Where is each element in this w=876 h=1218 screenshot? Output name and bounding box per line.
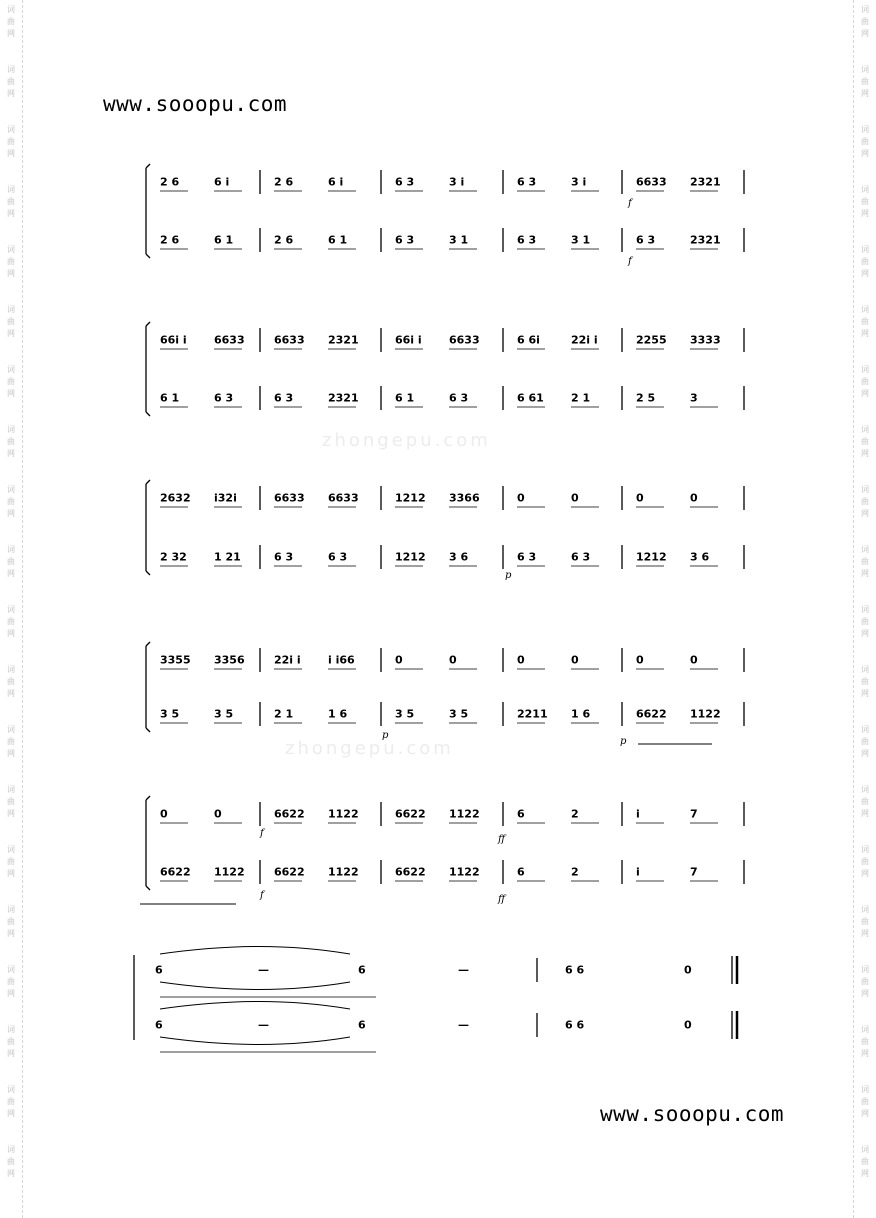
note-group: 0 (395, 653, 403, 667)
side-watermark-char: 词 (861, 425, 869, 434)
side-watermark-char: 词 (861, 1145, 869, 1154)
note-group: 0 (690, 491, 698, 505)
note-group: 1212 (395, 550, 426, 564)
side-watermark-char: 网 (861, 929, 869, 938)
system-brace (146, 254, 150, 258)
note-group: 6633 (449, 333, 480, 347)
side-watermark-char: 曲 (861, 977, 869, 986)
side-watermark-char: 网 (7, 29, 15, 38)
final-note: 6 (155, 1018, 163, 1032)
final-rest: 0 (684, 1018, 692, 1032)
side-watermark-char: 网 (7, 809, 15, 818)
note-group: 1212 (636, 550, 667, 564)
side-watermark-char: 词 (861, 545, 869, 554)
dynamic-mark: p (505, 570, 512, 581)
side-watermark-char: 词 (861, 185, 869, 194)
note-group: 6 3 (395, 233, 415, 247)
note-group: 6633 (214, 333, 245, 347)
side-watermark-char: 词 (861, 65, 869, 74)
note-group: 6 3 (274, 391, 294, 405)
side-watermark-char: 词 (7, 365, 15, 374)
note-group: 1122 (690, 707, 721, 721)
note-group: 6622 (395, 865, 426, 879)
final-rest-dash: — (258, 963, 269, 977)
side-watermark-char: 曲 (7, 677, 15, 686)
note-group: 6633 (274, 491, 305, 505)
note-group: 6622 (274, 865, 305, 879)
side-watermark-char: 网 (861, 1169, 869, 1178)
note-group: 1122 (328, 865, 359, 879)
side-watermark-char: 词 (861, 125, 869, 134)
watermark-url-bottom: www.sooopu.com (600, 1102, 785, 1126)
note-group: 1212 (395, 491, 426, 505)
side-watermark-char: 曲 (861, 377, 869, 386)
ghost-watermark: zhongepu.com (322, 430, 491, 451)
final-note: 6 6 (565, 1018, 585, 1032)
note-group: 1 6 (571, 707, 591, 721)
note-group: 2 1 (274, 707, 294, 721)
note-group: 6 1 (160, 391, 180, 405)
note-group: 3 5 (449, 707, 469, 721)
note-group: 6 1 (214, 233, 234, 247)
side-watermark-char: 词 (7, 245, 15, 254)
note-group: 22i i (274, 653, 301, 667)
side-watermark-char: 曲 (7, 737, 15, 746)
final-note: 6 (155, 963, 163, 977)
system-brace (146, 480, 150, 484)
note-group: 0 (449, 653, 457, 667)
note-group: 6 3 (517, 550, 537, 564)
side-watermark-char: 词 (7, 1145, 15, 1154)
system-brace (146, 164, 150, 168)
side-watermark-char: 词 (7, 5, 15, 14)
side-watermark-char: 词 (861, 725, 869, 734)
side-watermark-char: 网 (861, 749, 869, 758)
side-watermark-char: 词 (861, 965, 869, 974)
side-watermark-char: 词 (7, 1085, 15, 1094)
side-watermark-char: 曲 (7, 77, 15, 86)
note-group: 2 1 (571, 391, 591, 405)
note-group: 6 3 (517, 233, 537, 247)
dynamic-mark: p (620, 736, 627, 747)
side-watermark-char: 网 (7, 89, 15, 98)
note-group: 2 6 (160, 233, 180, 247)
side-watermark-char: 网 (861, 569, 869, 578)
side-watermark-char: 词 (7, 485, 15, 494)
note-group: 6 3 (274, 550, 294, 564)
side-watermark-char: 词 (861, 665, 869, 674)
side-watermark-char: 曲 (7, 437, 15, 446)
side-watermark-char: 词 (7, 425, 15, 434)
note-group: 6 3 (328, 550, 348, 564)
side-watermark-char: 词 (861, 5, 869, 14)
note-group: 66i i (160, 333, 187, 347)
side-watermark-char: 网 (861, 209, 869, 218)
side-watermark-char: 曲 (861, 497, 869, 506)
note-group: 6 3 (636, 233, 656, 247)
note-group: 2 5 (636, 391, 656, 405)
side-watermark-char: 曲 (7, 317, 15, 326)
side-watermark-char: 网 (7, 689, 15, 698)
side-watermark-char: 词 (7, 965, 15, 974)
side-watermark-char: 曲 (7, 977, 15, 986)
note-group: 1122 (214, 865, 245, 879)
note-group: 0 (636, 491, 644, 505)
dynamic-mark: f (260, 828, 264, 839)
note-group: 6633 (636, 175, 667, 189)
side-watermark-char: 网 (861, 29, 869, 38)
side-watermark-char: 网 (7, 209, 15, 218)
note-group: 6622 (636, 707, 667, 721)
side-watermark-char: 网 (861, 449, 869, 458)
note-group: 2 (571, 807, 579, 821)
final-rest-dash: — (458, 1018, 469, 1032)
note-group: 3 i (571, 175, 587, 189)
side-watermark-char: 网 (861, 869, 869, 878)
side-watermark-char: 网 (861, 269, 869, 278)
side-watermark-char: 曲 (861, 1037, 869, 1046)
side-watermark-char: 曲 (861, 257, 869, 266)
note-group: 3 1 (449, 233, 469, 247)
side-watermark-char: 曲 (861, 857, 869, 866)
side-watermark-char: 网 (7, 869, 15, 878)
note-group: 6633 (274, 333, 305, 347)
note-group: 2 6 (274, 233, 294, 247)
note-group: 3333 (690, 333, 721, 347)
note-group: 1122 (449, 865, 480, 879)
side-watermark-char: 词 (7, 905, 15, 914)
side-watermark-char: 词 (7, 65, 15, 74)
side-watermark-char: 网 (7, 1169, 15, 1178)
note-group: 0 (160, 807, 168, 821)
side-watermark-char: 曲 (7, 17, 15, 26)
note-group: 1 6 (328, 707, 348, 721)
note-group: 6633 (328, 491, 359, 505)
tie-slur (160, 1002, 350, 1010)
side-watermark-char: 曲 (7, 197, 15, 206)
note-group: 1122 (449, 807, 480, 821)
side-watermark-char: 曲 (861, 77, 869, 86)
note-group: 6622 (160, 865, 191, 879)
side-watermark-char: 曲 (861, 917, 869, 926)
tie-slur (160, 982, 350, 990)
note-group: 0 (571, 491, 579, 505)
side-watermark-char: 曲 (7, 557, 15, 566)
side-watermark-char: 网 (7, 269, 15, 278)
note-group: 6 6i (517, 333, 540, 347)
note-group: 6 3 (395, 175, 415, 189)
note-group: 2255 (636, 333, 667, 347)
dynamic-mark: ff (498, 834, 506, 845)
side-watermark-char: 网 (7, 989, 15, 998)
side-watermark-char: 曲 (7, 377, 15, 386)
side-watermark-char: 词 (7, 725, 15, 734)
side-watermark-char: 网 (7, 1049, 15, 1058)
side-watermark-char: 曲 (861, 797, 869, 806)
note-group: 0 (517, 653, 525, 667)
side-watermark-char: 网 (861, 629, 869, 638)
note-group: 6622 (274, 807, 305, 821)
note-group: 6 3 (517, 175, 537, 189)
side-watermark-char: 曲 (7, 1157, 15, 1166)
note-group: 6 (517, 807, 525, 821)
side-watermark-char: 词 (861, 365, 869, 374)
note-group: 0 (517, 491, 525, 505)
note-group: 2211 (517, 707, 548, 721)
note-group: i (636, 865, 640, 879)
side-watermark-char: 词 (7, 1025, 15, 1034)
side-watermark-char: 网 (7, 449, 15, 458)
note-group: 6 (517, 865, 525, 879)
side-watermark-char: 曲 (861, 437, 869, 446)
side-watermark-char: 词 (861, 845, 869, 854)
side-watermark-char: 词 (861, 905, 869, 914)
note-group: 1122 (328, 807, 359, 821)
note-group: 0 (690, 653, 698, 667)
side-watermark-char: 词 (7, 785, 15, 794)
note-group: 1 21 (214, 550, 241, 564)
side-watermark-char: 曲 (861, 317, 869, 326)
dynamic-mark: ff (498, 894, 506, 905)
note-group: 0 (636, 653, 644, 667)
system-brace (146, 412, 150, 416)
dynamic-mark: p (382, 730, 389, 741)
note-group: 3356 (214, 653, 245, 667)
system-brace (146, 322, 150, 326)
system-brace (146, 886, 150, 890)
note-group: 3 5 (214, 707, 234, 721)
note-group: 6 3 (449, 391, 469, 405)
note-group: 6 3 (571, 550, 591, 564)
side-watermark-char: 曲 (7, 497, 15, 506)
note-group: i32i (214, 491, 237, 505)
dynamic-mark: f (260, 890, 264, 901)
side-watermark-char: 词 (7, 605, 15, 614)
side-watermark-char: 词 (861, 785, 869, 794)
side-watermark-char: 词 (7, 185, 15, 194)
side-watermark-char: 曲 (861, 1157, 869, 1166)
system-brace (146, 728, 150, 732)
side-watermark-char: 词 (861, 305, 869, 314)
note-group: 2321 (690, 233, 721, 247)
side-watermark-char: 词 (7, 845, 15, 854)
side-watermark-char: 网 (7, 149, 15, 158)
system-brace (146, 571, 150, 575)
side-watermark-char: 词 (861, 245, 869, 254)
note-group: 2321 (328, 391, 359, 405)
side-watermark-char: 曲 (7, 797, 15, 806)
note-group: 2 (571, 865, 579, 879)
note-group: 7 (690, 865, 698, 879)
ghost-watermark: zhongepu.com (285, 738, 454, 759)
side-watermark-char: 曲 (7, 1097, 15, 1106)
note-group: 3 i (449, 175, 465, 189)
side-watermark-char: 词 (861, 1085, 869, 1094)
side-watermark-char: 曲 (861, 617, 869, 626)
note-group: 6 i (214, 175, 230, 189)
side-watermark-char: 网 (861, 89, 869, 98)
side-watermark-char: 网 (861, 689, 869, 698)
side-watermark-char: 网 (861, 389, 869, 398)
side-watermark-char: 网 (861, 329, 869, 338)
side-watermark-char: 曲 (7, 1037, 15, 1046)
side-watermark-char: 网 (861, 1109, 869, 1118)
side-watermark-char: 曲 (7, 617, 15, 626)
dynamic-mark: f (628, 256, 632, 267)
side-watermark-char: 网 (861, 989, 869, 998)
final-rest-dash: — (458, 963, 469, 977)
side-watermark-char: 网 (861, 809, 869, 818)
final-rest-dash: — (258, 1018, 269, 1032)
system-brace (146, 796, 150, 800)
side-watermark-char: 词 (7, 665, 15, 674)
side-watermark-char: 网 (861, 1049, 869, 1058)
side-watermark-char: 曲 (7, 257, 15, 266)
system-brace (146, 642, 150, 646)
note-group: i i66 (328, 653, 355, 667)
side-watermark-char: 网 (7, 1109, 15, 1118)
side-watermark-char: 网 (7, 929, 15, 938)
final-rest: 0 (684, 963, 692, 977)
side-watermark-char: 曲 (7, 917, 15, 926)
note-group: 3 5 (160, 707, 180, 721)
side-watermark-char: 网 (861, 149, 869, 158)
side-watermark-char: 词 (7, 305, 15, 314)
note-group: 3 5 (395, 707, 415, 721)
note-group: 66i i (395, 333, 422, 347)
final-note: 6 6 (565, 963, 585, 977)
side-watermark-char: 网 (7, 509, 15, 518)
side-watermark-char: 曲 (861, 17, 869, 26)
note-group: 6 1 (328, 233, 348, 247)
note-group: 2 32 (160, 550, 187, 564)
side-watermark-char: 词 (7, 545, 15, 554)
side-watermark-char: 曲 (861, 677, 869, 686)
final-note: 6 (358, 963, 366, 977)
note-group: 3366 (449, 491, 480, 505)
note-group: 3 (690, 391, 698, 405)
note-group: 6 61 (517, 391, 544, 405)
side-watermark-char: 曲 (7, 137, 15, 146)
tie-slur (160, 947, 350, 955)
note-group: 3 6 (690, 550, 710, 564)
note-group: 0 (571, 653, 579, 667)
note-group: 3 6 (449, 550, 469, 564)
side-watermark-char: 网 (7, 629, 15, 638)
note-group: 2321 (328, 333, 359, 347)
side-watermark-char: 网 (7, 749, 15, 758)
side-watermark-char: 网 (7, 389, 15, 398)
note-group: 3 1 (571, 233, 591, 247)
note-group: 2 6 (274, 175, 294, 189)
note-group: i (636, 807, 640, 821)
side-watermark-char: 网 (7, 329, 15, 338)
side-watermark-char: 曲 (861, 1097, 869, 1106)
side-watermark-char: 词 (861, 1025, 869, 1034)
dynamic-mark: f (628, 198, 632, 209)
note-group: 6 i (328, 175, 344, 189)
side-watermark-char: 词 (7, 125, 15, 134)
note-group: 22i i (571, 333, 598, 347)
note-group: 2321 (690, 175, 721, 189)
side-watermark-char: 网 (861, 509, 869, 518)
side-watermark-char: 词 (861, 485, 869, 494)
side-watermark-char: 曲 (861, 197, 869, 206)
side-watermark-char: 曲 (861, 737, 869, 746)
note-group: 3355 (160, 653, 191, 667)
side-watermark-char: 网 (7, 569, 15, 578)
note-group: 6 1 (395, 391, 415, 405)
note-group: 2632 (160, 491, 191, 505)
watermark-url-top: www.sooopu.com (103, 92, 288, 116)
note-group: 6622 (395, 807, 426, 821)
note-group: 0 (214, 807, 222, 821)
note-group: 2 6 (160, 175, 180, 189)
side-watermark-char: 词 (861, 605, 869, 614)
final-note: 6 (358, 1018, 366, 1032)
side-watermark-char: 曲 (7, 857, 15, 866)
note-group: 6 3 (214, 391, 234, 405)
side-watermark-char: 曲 (861, 137, 869, 146)
side-watermark-char: 曲 (861, 557, 869, 566)
note-group: 7 (690, 807, 698, 821)
tie-slur (160, 1037, 350, 1045)
